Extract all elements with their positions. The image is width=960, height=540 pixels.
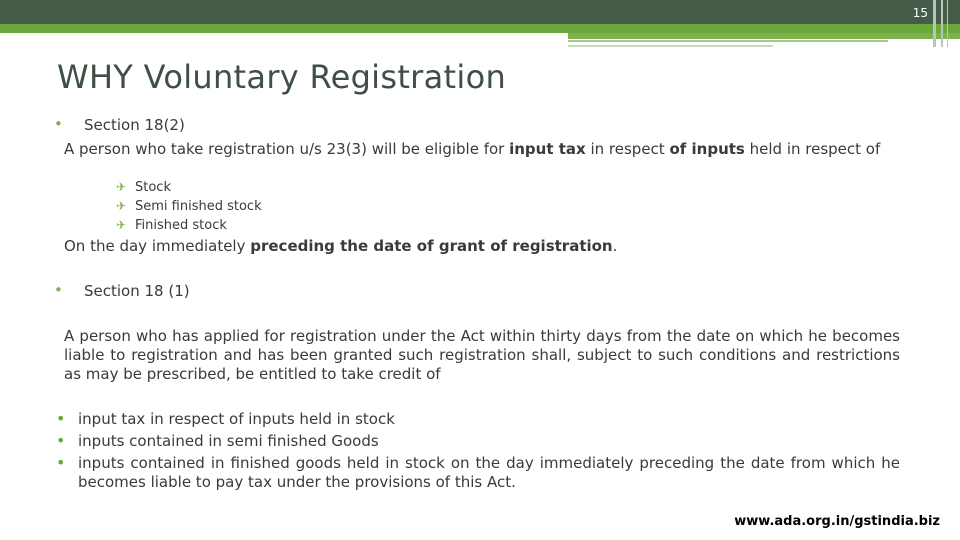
- check-arrow-icon: ✈: [116, 199, 127, 213]
- header-accent-line-thin: [568, 40, 888, 42]
- sub-item: ✈ Finished stock: [116, 218, 227, 233]
- header-divider: [941, 0, 943, 47]
- sub-item: ✈ Stock: [116, 180, 171, 195]
- bullet-icon: •: [54, 115, 63, 133]
- bullet-icon: •: [56, 409, 66, 428]
- section-18-1-heading: Section 18 (1): [84, 282, 190, 300]
- page-number: 15: [912, 6, 928, 20]
- section-18-2-paragraph: A person who take registration u/s 23(3) will be eligible for input tax in respect of inputs held in respect of: [64, 140, 881, 158]
- bullet-icon: •: [56, 453, 66, 472]
- check-arrow-icon: ✈: [116, 218, 127, 232]
- credit-bullet: input tax in respect of inputs held in stock: [78, 410, 395, 428]
- sub-item: ✈ Semi finished stock: [116, 199, 262, 214]
- bullet-icon: •: [56, 431, 66, 450]
- header-band: [0, 0, 960, 24]
- credit-bullet: inputs contained in finished goods held in stock on the day immediately preceding the date from which he becomes liable to pay tax under the provisions of this Act.: [78, 454, 900, 491]
- check-arrow-icon: ✈: [116, 180, 127, 194]
- section-18-1-paragraph: A person who has applied for registration under the Act within thirty days from the date on which he becomes liable to registration and has been granted such registration shall, subject to such conditions and restrictions as may be prescribed, be entitled to take credit of: [64, 327, 900, 383]
- slide-title: WHY Voluntary Registration: [57, 58, 507, 96]
- bullet-icon: •: [54, 281, 63, 299]
- header-accent-band: [0, 24, 960, 33]
- section-18-2-closing: On the day immediately preceding the date of grant of registration.: [64, 237, 618, 255]
- header-accent-line: [568, 33, 960, 39]
- credit-bullet: inputs contained in semi finished Goods: [78, 432, 379, 450]
- footer-url: www.ada.org.in/gstindia.biz: [734, 514, 940, 529]
- header-divider: [947, 0, 948, 47]
- header-divider: [933, 0, 936, 47]
- section-18-2-heading: Section 18(2): [84, 116, 185, 134]
- header-accent-line-faint: [568, 45, 773, 47]
